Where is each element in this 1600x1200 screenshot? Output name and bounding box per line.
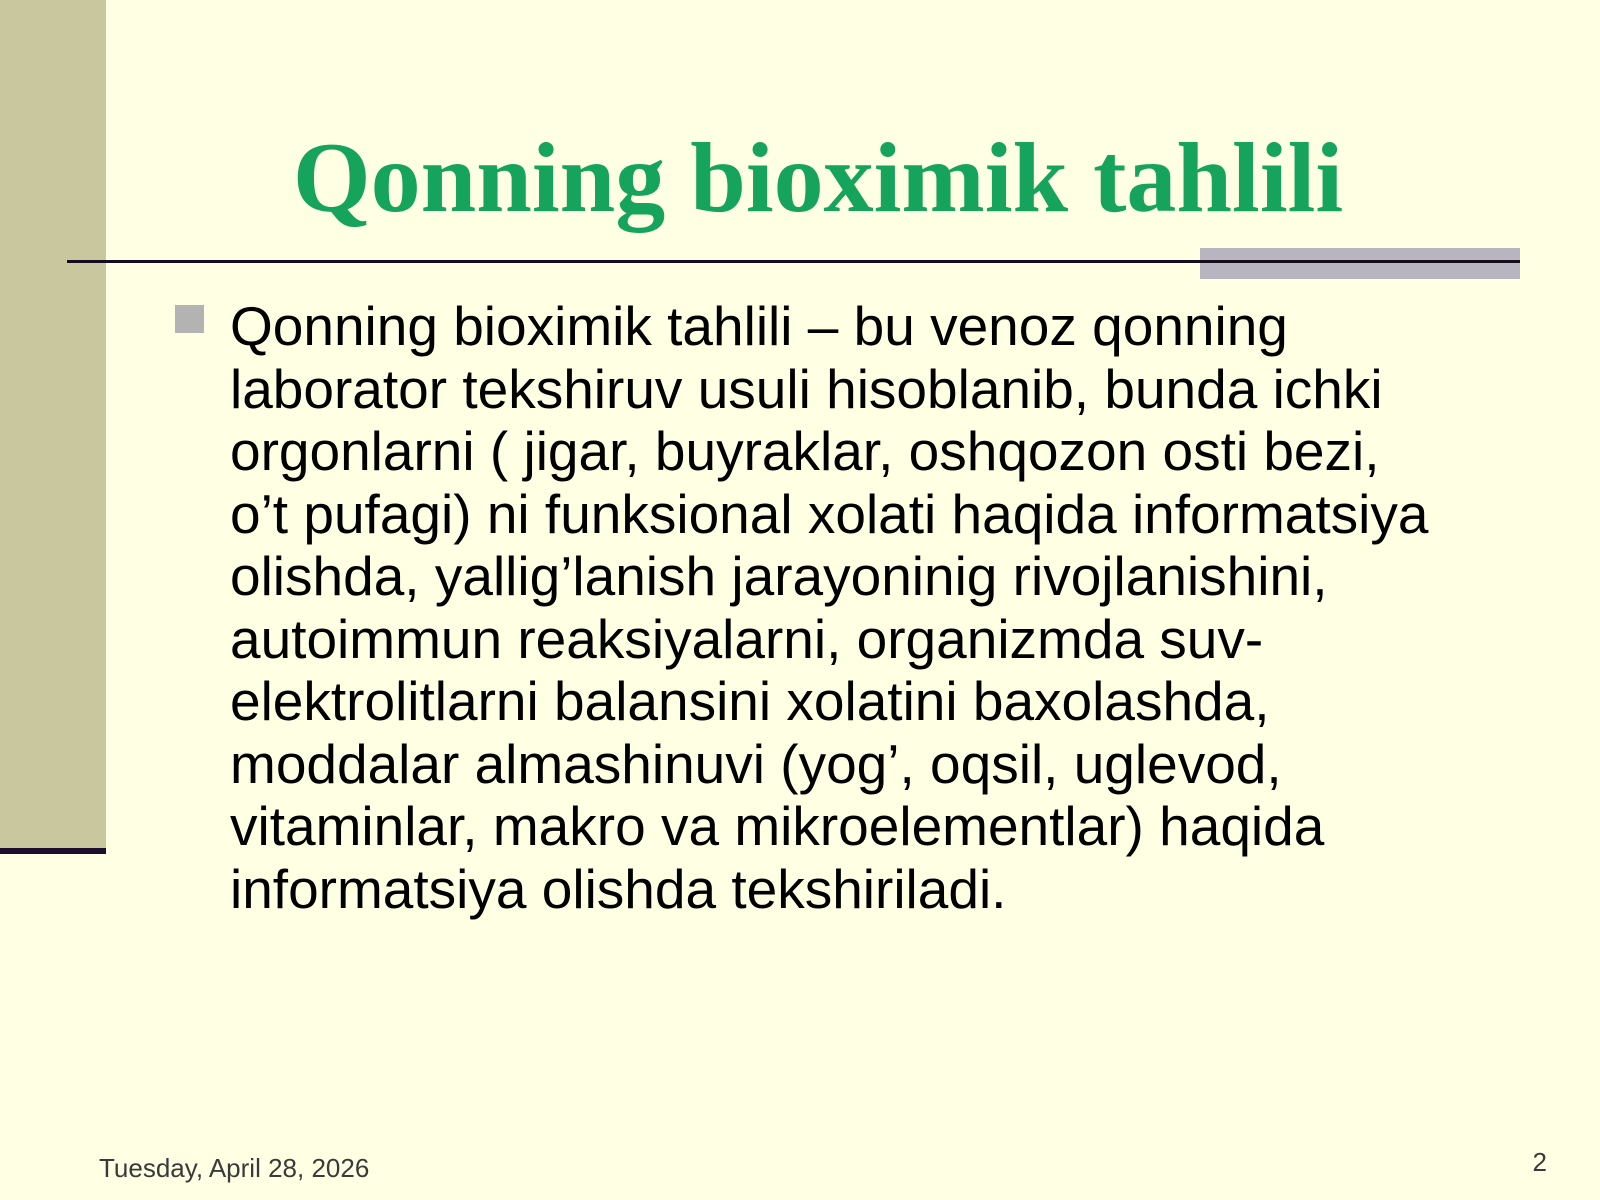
title-divider-accent (1200, 248, 1520, 279)
paragraph-line: Qonning bioximik tahlili – bu venoz qonning (230, 295, 1288, 357)
paragraph-line: vitaminlar, makro va mikroelementlar) haqida (230, 795, 1325, 857)
paragraph-line: informatsiya olishda tekshiriladi. (230, 857, 1007, 920)
paragraph-line: moddalar almashinuvi (yog’, oqsil, uglevod, (230, 732, 1282, 795)
left-band-rule (0, 848, 106, 854)
paragraph-line: orgonlarni ( jigar, buyraklar, oshqozon osti bezi, (230, 420, 1380, 482)
paragraph-line: o’t pufagi) ni funksional xolati haqida informatsiya (230, 482, 1429, 545)
footer-date: Tuesday, April 28, 2026 (99, 1153, 370, 1183)
paragraph-line: autoimmun reaksiyalarni, organizmda suv- (230, 607, 1264, 670)
paragraph-line: elektrolitlarni balansini xolatini baxolashda, (230, 670, 1270, 732)
paragraph-line: olishda, yallig’lanish jarayoninig rivojlanishini, (230, 545, 1328, 607)
slide-title: Qonning bioximik tahlili (292, 122, 1344, 233)
bullet-paragraph (230, 295, 1530, 920)
paragraph-line: laborator tekshiruv usuli hisoblanib, bunda ichki (230, 357, 1383, 420)
title-divider-accent-line (1200, 260, 1520, 263)
square-bullet-icon (175, 305, 204, 333)
slide-number: 2 (1532, 1147, 1547, 1177)
